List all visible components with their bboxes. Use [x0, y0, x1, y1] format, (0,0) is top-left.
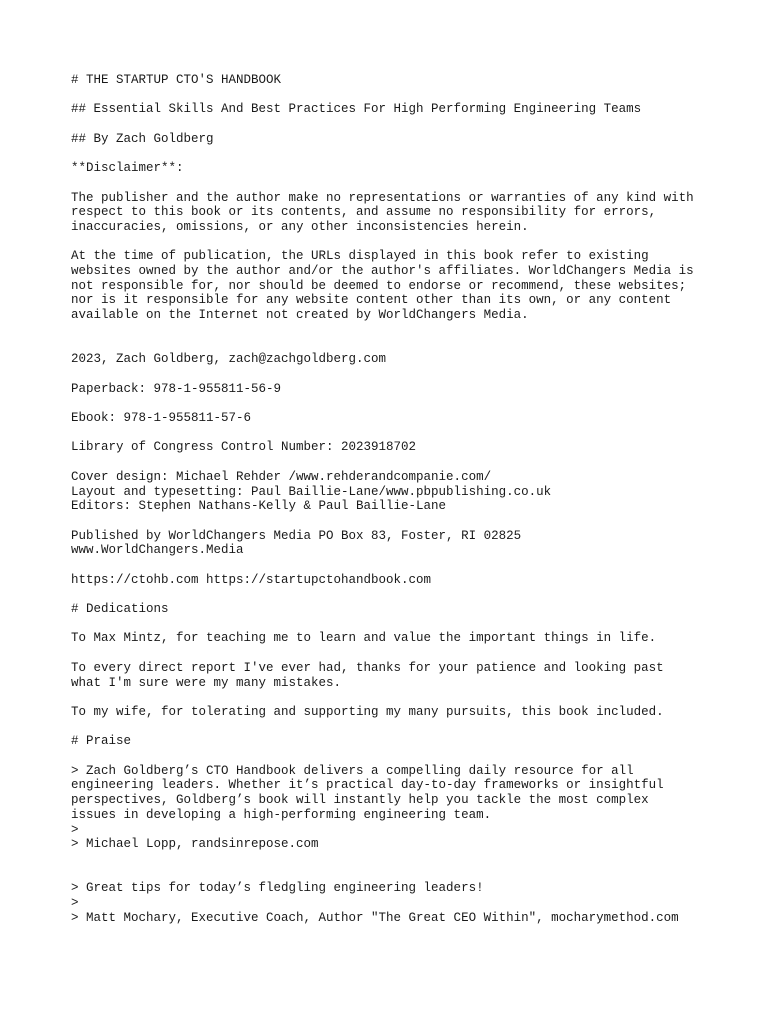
publisher-block: Published by WorldChangers Media PO Box 83, Foster, RI 02825 www.WorldChangers.Media — [71, 528, 522, 558]
disclaimer-paragraph: The publisher and the author make no representations or warranties of any kind with respect to this book or its contents, and assume no responsibility for errors, inaccuracies, omissions, or any other inconsistencies herein. — [71, 190, 694, 234]
urls-disclaimer-paragraph: At the time of publication, the URLs displayed in this book refer to existing websites owned by the author and/or the author's affiliates. WorldChangers Media is not responsible for, nor should be deemed to endorse or recommend, these websites; nor is it responsible for any website content other than its own, or any content available on the Internet not created by WorldChangers Media. — [71, 249, 694, 323]
dedication-wife: To my wife, for tolerating and supporting my many pursuits, this book included. — [71, 704, 664, 719]
praise-quote-lopp: > Zach Goldberg’s CTO Handbook delivers a compelling daily resource for all engineering leaders. Whether it’s practical day-to-day frameworks or insightful perspectives, Goldberg’s book will instantly help you tackle the most complex issues in developing a high-performing engineering team. > > Michael Lopp, randsinrepose.com — [71, 763, 664, 852]
spacer — [71, 338, 731, 353]
isbn-ebook: Ebook: 978-1-955811-57-6 — [71, 411, 252, 426]
loc-control-number: Library of Congress Control Number: 2023918702 — [71, 440, 417, 455]
disclaimer-heading: **Disclaimer**: — [71, 161, 184, 176]
book-title: # THE STARTUP CTO'S HANDBOOK — [71, 73, 282, 87]
isbn-paperback: Paperback: 978-1-955811-56-9 — [71, 381, 282, 396]
praise-heading: # Praise — [71, 734, 132, 749]
dedications-heading: # Dedications — [71, 602, 169, 617]
praise-quote-mochary: > Great tips for today’s fledgling engineering leaders! > > Matt Mochary, Executive Coach, Author "The Great CEO Within", mocharymethod.com — [71, 881, 679, 925]
document-page — [71, 73, 731, 940]
book-author: ## By Zach Goldberg — [71, 131, 214, 146]
credits-block: Cover design: Michael Rehder /www.rehderandcompanie.com/ Layout and typesetting: Paul Baillie-Lane/www.pbpublishing.co.uk Editors: Stephen Nathans-Kelly & Paul Baillie-Lane — [71, 469, 552, 514]
copyright-line: 2023, Zach Goldberg, zach@zachgoldberg.com — [71, 352, 387, 367]
dedication-direct-reports: To every direct report I've ever had, thanks for your patience and looking past what I'm sure were my many mistakes. — [71, 660, 664, 690]
dedication-max-mintz: To Max Mintz, for teaching me to learn and value the important things in life. — [71, 631, 657, 646]
book-subtitle: ## Essential Skills And Best Practices For High Performing Engineering Teams — [71, 102, 642, 117]
spacer — [71, 867, 731, 882]
website-links: https://ctohb.com https://startupctohandbook.com — [71, 572, 432, 587]
